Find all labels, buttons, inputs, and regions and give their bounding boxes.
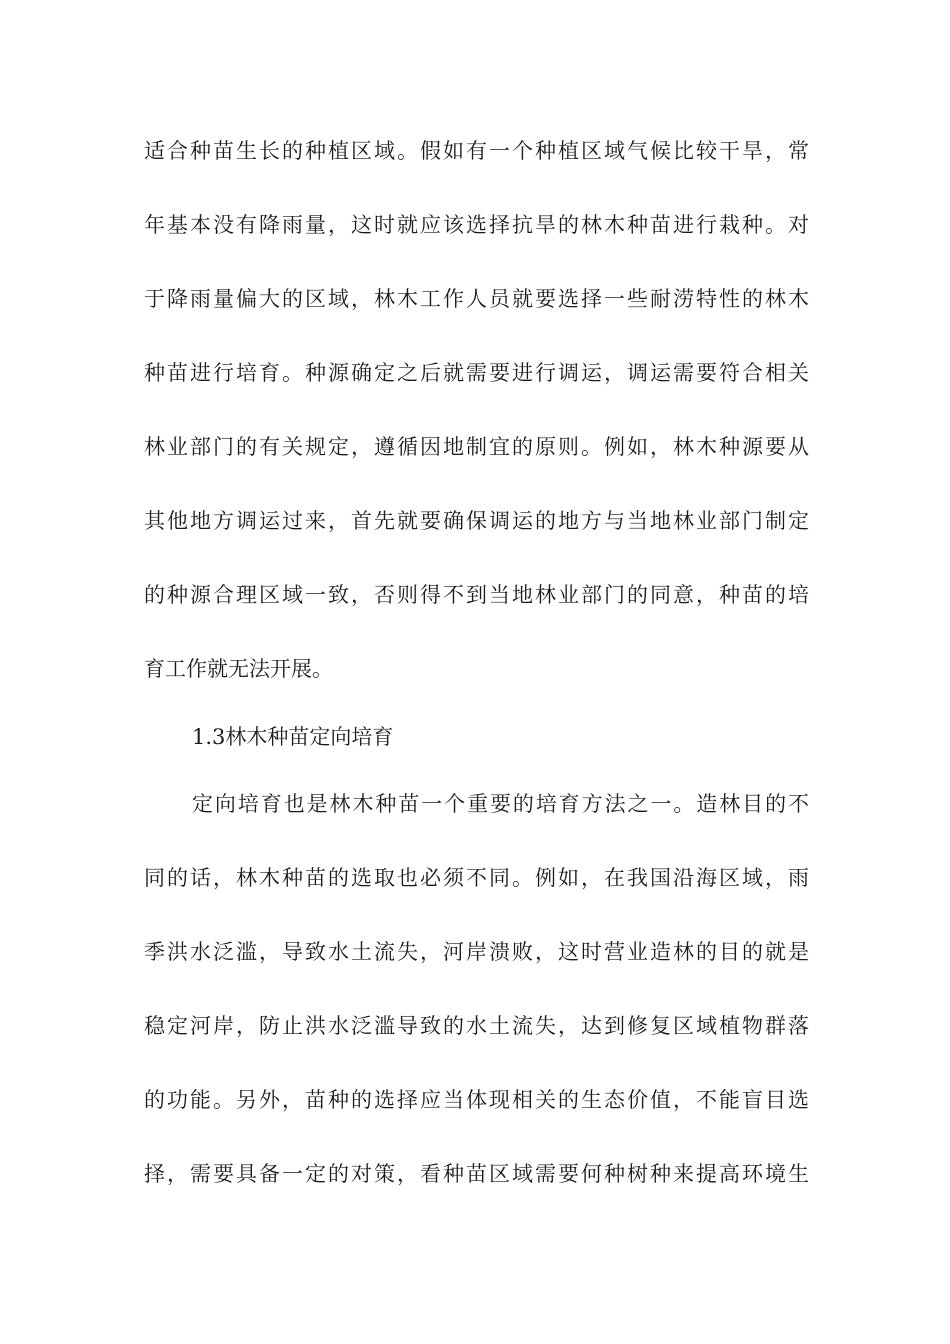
section-heading: 1.3林木种苗定向培育 bbox=[192, 725, 394, 749]
paragraph-1-line-3: 于降雨量偏大的区域，林木工作人员就要选择一些耐涝特性的林木 bbox=[144, 287, 809, 311]
paragraph-1-line-2: 年基本没有降雨量，这时就应该选择抗旱的林木种苗进行栽种。对 bbox=[144, 213, 809, 237]
paragraph-2-line-5: 的功能。另外，苗种的选择应当体现相关的生态价值，不能盲目选 bbox=[144, 1088, 809, 1112]
paragraph-2-line-4: 稳定河岸，防止洪水泛滥导致的水土流失，达到修复区域植物群落 bbox=[144, 1014, 809, 1038]
paragraph-1-line-5: 林业部门的有关规定，遵循因地制宜的原则。例如，林木种源要从 bbox=[144, 435, 809, 459]
paragraph-1-line-4: 种苗进行培育。种源确定之后就需要进行调运，调运需要符合相关 bbox=[144, 361, 809, 385]
paragraph-1-line-7: 的种源合理区域一致，否则得不到当地林业部门的同意，种苗的培 bbox=[144, 583, 809, 607]
paragraph-1-line-1: 适合种苗生长的种植区域。假如有一个种植区域气候比较干旱，常 bbox=[144, 139, 809, 163]
paragraph-1-line-8: 育工作就无法开展。 bbox=[144, 657, 333, 681]
paragraph-2-line-1: 定向培育也是林木种苗一个重要的培育方法之一。造林目的不 bbox=[192, 792, 809, 816]
paragraph-2-line-3: 季洪水泛滥，导致水土流失，河岸溃败，这时营业造林的目的就是 bbox=[144, 940, 809, 964]
paragraph-1-line-6: 其他地方调运过来，首先就要确保调运的地方与当地林业部门制定 bbox=[144, 509, 809, 533]
paragraph-2-line-6: 择，需要具备一定的对策，看种苗区域需要何种树种来提高环境生 bbox=[144, 1162, 809, 1186]
paragraph-2-line-2: 同的话，林木种苗的选取也必须不同。例如，在我国沿海区域，雨 bbox=[144, 866, 809, 890]
